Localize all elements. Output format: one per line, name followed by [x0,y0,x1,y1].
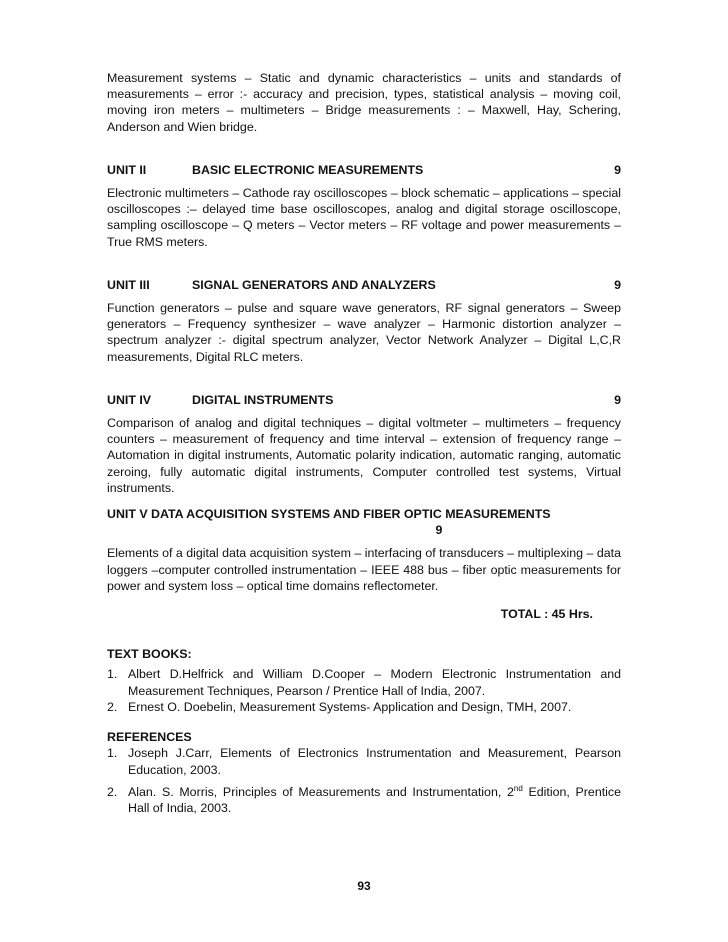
unit-i-content: Measurement systems – Static and dynamic characteristics – units and standards of measurements – error :- accuracy and precision, types, statistical analysis – moving coil, moving iron meters – multimeters – Bridge measurements : – Maxwell, Hay, Schering, Anderson and Wien bridge. [107,71,621,134]
unit-iii-heading [107,277,621,293]
unit-title: SIGNAL GENERATORS AND ANALYZERS [192,277,436,292]
unit-code: UNIT II [107,162,147,177]
unit-ii-content: Electronic multimeters – Cathode ray oscilloscopes – block schematic – applications – special oscilloscopes :– delayed time base oscilloscopes, analog and digital storage oscilloscope, sampling oscilloscope – Q meters – Vector meters – RF voltage and power measurements – True RMS meters. [107,186,621,249]
unit-hours: 9 [614,162,621,177]
item-text-before: Alan. S. Morris, Principles of Measurements and Instrumentation, 2 [128,784,514,799]
unit-iii-content: Function generators – pulse and square wave generators, RF signal generators – Sweep generators – Frequency synthesizer – wave analyzer – Harmonic distortion analyzer – spectrum analyzer :- digital spectrum analyzer, Vector Network Analyzer – Digital L,C,R measurements, Digital RLC meters. [107,301,621,364]
list-item [107,784,621,816]
list-item [107,699,621,715]
references-list [107,745,621,816]
text-books-list [107,666,621,715]
unit-hours: 9 [614,392,621,407]
unit-code: UNIT IV [107,392,152,407]
list-item [107,666,621,698]
page-number: 93 [357,879,371,893]
item-text [128,784,621,816]
list-item [107,745,621,777]
unit-iv-heading [107,392,621,408]
unit-title: DIGITAL INSTRUMENTS [192,392,334,407]
unit-hours: 9 [614,277,621,292]
item-number: 1. [107,746,118,761]
unit-v-heading: UNIT V DATA ACQUISITION SYSTEMS AND FIBER OPTIC MEASUREMENTS [107,507,551,522]
item-number: 2. [107,784,118,799]
item-text: Ernest O. Doebelin, Measurement Systems- Application and Design, TMH, 2007. [128,699,572,714]
text-books-title: TEXT BOOKS: [107,647,192,662]
item-text-after: Edition, Prentice Hall of India, 2003. [128,784,621,815]
syllabus-page [107,70,621,816]
item-number: 2. [107,699,118,714]
unit-ii-heading [107,162,621,178]
ordinal-suffix: nd [513,783,523,793]
references-title: REFERENCES [107,730,192,745]
total-hours: TOTAL : 45 Hrs. [500,607,593,622]
unit-v-hours: 9 [435,523,443,538]
unit-iv-content: Comparison of analog and digital techniques – digital voltmeter – multimeters – frequency counters – measurement of frequency and time interval – extension of frequency range – Automation in digital instruments, Automatic polarity indication, automatic ranging, automatic zeroing, fully automatic digital instruments, Computer controlled test systems, Virtual instruments. [107,416,621,495]
item-text: Albert D.Helfrick and William D.Cooper – Modern Electronic Instrumentation and Measurement Techniques, Pearson / Prentice Hall of India, 2007. [128,667,621,698]
item-number: 1. [107,667,118,682]
item-text: Joseph J.Carr, Elements of Electronics Instrumentation and Measurement, Pearson Education, 2003. [128,746,621,777]
unit-code: UNIT III [107,277,150,292]
unit-title: BASIC ELECTRONIC MEASUREMENTS [192,162,424,177]
unit-v-content: Elements of a digital data acquisition system – interfacing of transducers – multiplexing – data loggers –computer controlled instrumentation – IEEE 488 bus – fiber optic measurements for power and system loss – optical time domains reflectometer. [107,546,621,593]
